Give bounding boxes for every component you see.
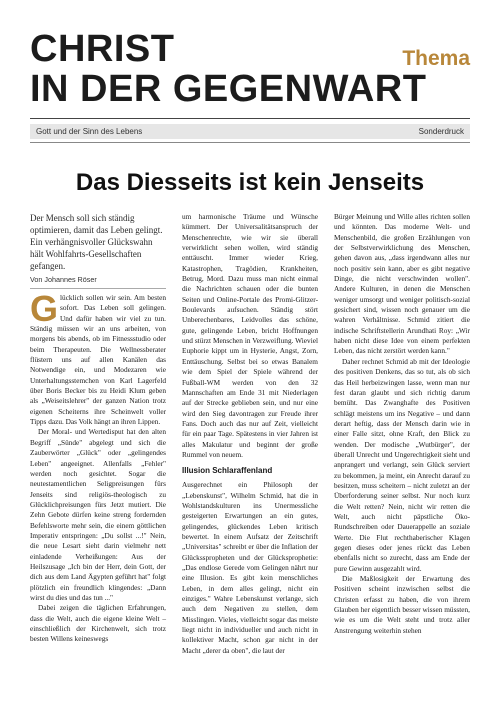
article-paragraph: Die Maßlosigkeit der Erwartung des Positiven scheint inzwischen selbst die Christen erfasst zu haben, die von ihrem Glauben her eigentlich besser wissen müssten, wie es um die Welt steht und trotz aller Anstrengung weiterhin stehen [334, 574, 470, 635]
column-2 [182, 212, 318, 656]
article-lead: Der Mensch soll sich ständig optimieren, damit das Leben gelingt. Ein verhängnisvoller Glückswahn hält Wohlfahrts-Gesellschaften gefangen. [30, 213, 163, 271]
subtitle-rule [30, 142, 470, 143]
article-paragraph: Bürger Meinung und Wille alles richten sollen und könnten. Das moderne Welt- und Menschenbild, die großen Erzählungen von der Selbstverwirklichung des Menschen, gehen davon aus, „dass irgendwann alles nur noch positiv sein kann, aber es gibt negative Dinge, die nicht verschwinden wollen". Andere Kulturen, in denen die Menschen weniger umsorgt und weniger politisch-sozial gesichert sind, wissen noch genauer um die wahren Verhältnisse. Schmid zitiert die indische Schriftstellerin Arundhati Roy: „Wir haben nicht diese Idee von einem perfekten Leben, das nicht zerstört werden kann." [334, 212, 470, 356]
masthead-title-line2: IN DER GEGENWART [30, 68, 427, 110]
section-label: Thema [402, 47, 470, 70]
masthead [30, 30, 470, 120]
article-paragraph: Ausgerechnet ein Philosoph der „Lebenskunst", Wilhelm Schmid, hat die in Wohlstandskulturen ins Unermessliche gesteigerten Erwartungen an ein gutes, gelingendes, glückendes Leben kritisch bewertet. In einem Aufsatz der Zeitschrift „Universitas" schreibt er über die Inflation der Glücksspropheten und der Glücksprophetie: „Das endlose Gerede vom Gelingen nährt nur eine Illusion. Es gibt kein menschliches Leben, in dem alles gelingt, nicht ein einziges." Wahre Lebenskunst verlange, sich auch dem Negativen zu stellen, dem Misslingen. Vieles, vielleicht sogar das meiste liegt nicht in individueller und auch nicht in kollektiver Macht, schon gar nicht in der Macht „derer da oben", die laut der [182, 480, 318, 655]
section-subhead: Illusion Schlaraffenland [182, 466, 273, 476]
article-author: Von Johannes Röser [30, 274, 166, 289]
article-paragraph: Daher rechnet Schmid ab mit der Ideologie des positiven Denkens, das so tut, als ob sich das Heil herbeizwingen lasse, wenn man nur fest daran glaubt und sich richtig darum bemüht. Das Zwanghafte des Positiven schlägt meistens um ins Negative – und dann derart heftig, dass der Mensch darin wie in einer Falle sitzt, ohne Kraft, den Blick zu wenden. Der modische „Wutbürger", der überall Unrecht und Ungerechtigkeit sieht und anprangert und verlangt, sein Glück serviert zu bekommen, ja meint, ein Anrecht darauf zu besitzen, muss scheitern – nicht zuletzt an der Überforderung seiner selbst. Nur noch kurz die Welt retten? Nein, nicht wir retten die Welt, auch nicht päpstliche Öko-Rundschreiben oder Dauerappelle an soziale Werte. Die Flut rechthaberischer Klagen gegen dieses oder jenes rückt das Leben ebenfalls nicht so zurecht, dass am Ende der pure Gewinn ausgezahlt wird. [334, 356, 470, 573]
article-headline: Das Diesseits ist kein Jenseits [75, 169, 425, 196]
masthead-rule [30, 118, 470, 119]
masthead-title-line1: CHRIST [30, 28, 175, 70]
article-paragraph: Der Moral- und Wertedisput hat den alten Begriff „Sünde" abgelegt und sich die Zauberwörter „Glück" oder „gelingendes Leben" angeeignet. Allenfalls „Fehler" werden noch gesichtet. Sogar die neutestamentlichen Seligpreisungen fürs Jenseits sind religiös-theologisch zu Glücklichpreisungen fürs Jetzt mutiert. Die Zehn Gebote dürfen keine streng fordernden Befehlsworte mehr sein, die einem göttlichen Imperativ entspringen: „Du sollst ...!" Nein, die neue Lesart sieht darin vielmehr nett einladende Verheißungen: Aus der Heilszusage „Ich bin der Herr, dein Gott, der dich aus dem Land Ägypten geführt hat" folgt plötzlich ein freundlich klingendes: „Dann wirst du dies und das tun ..." [30, 427, 166, 602]
edition-label: Sonderdruck [418, 127, 464, 136]
subtitle-text: Gott und der Sinn des Lebens [36, 127, 143, 136]
article-paragraph: Dabei zeigen die täglichen Erfahrungen, dass die Welt, auch die eigene kleine Welt – einschließlich der Kirchenwelt, sich trotz besten Willens keineswegs [30, 603, 166, 644]
column-3 [334, 212, 470, 636]
subtitle-bar [30, 124, 470, 139]
article-paragraph: Glücklich sollen wir sein. Am besten sofort. Das Leben soll gelingen. Und dafür haben wir viel zu tun. Ständig müssen wir an uns arbeiten, von morgens bis abends, ob im Fitnessstudio oder beim Therapeuten. Die Wellnessberater flüstern uns auf allen Kanälen das Notwendige ein, und Modezaren wie Unterhaltungsstemchen von Karl Lagerfeld über Boris Becker bis zu Heidi Klum geben als „Weiseitslehrer" der ganzen Nation trotz eigenen Scheiterns ihre Scheinwelt voller Tipps dazu. Das Volk hängt an ihren Lippen. [30, 288, 166, 427]
article-paragraph: um harmonische Träume und Wünsche kümmert. Der Universalitätsanspruch der Menschenrechte, wie wir sie überall verwirklicht sehen wollen, wird ständig enttäuscht. Immer wieder Krieg, Katastrophen, Tragödien, Krankheiten, Betrug, Mord. Dazu muss man nicht einmal die Nachrichten schauen oder die bunten Seiten und Online-Portale des Promi-Glitzer-Boulevards aufsuchen. Ständig stört Unberechenbares, Leidvolles das schöne, gute, gelingende Leben, bricht Hoffnungen und stürzt Menschen in Verzweiflung. Wieviel Euphorie kippt um in Hysterie, Angst, Zorn, Enttäuschung. Selbst bei so etwas Banalem wie dem Spiel der Spiele während der Fußball-WM werden von den 32 Mannschaften am Ende 31 mit Niederlagen auf der Strecke geblieben sein, und nur eine wird den Sieg davontragen zur Freude ihrer Fans. Doch auch das nur auf Zeit, vielleicht für ein paar Tage. Spätestens in vier Jahren ist alles Makulatur und beginnt der große Rummel von neuem. [182, 212, 318, 459]
column-1 [30, 212, 166, 645]
drop-cap: G [30, 288, 59, 329]
